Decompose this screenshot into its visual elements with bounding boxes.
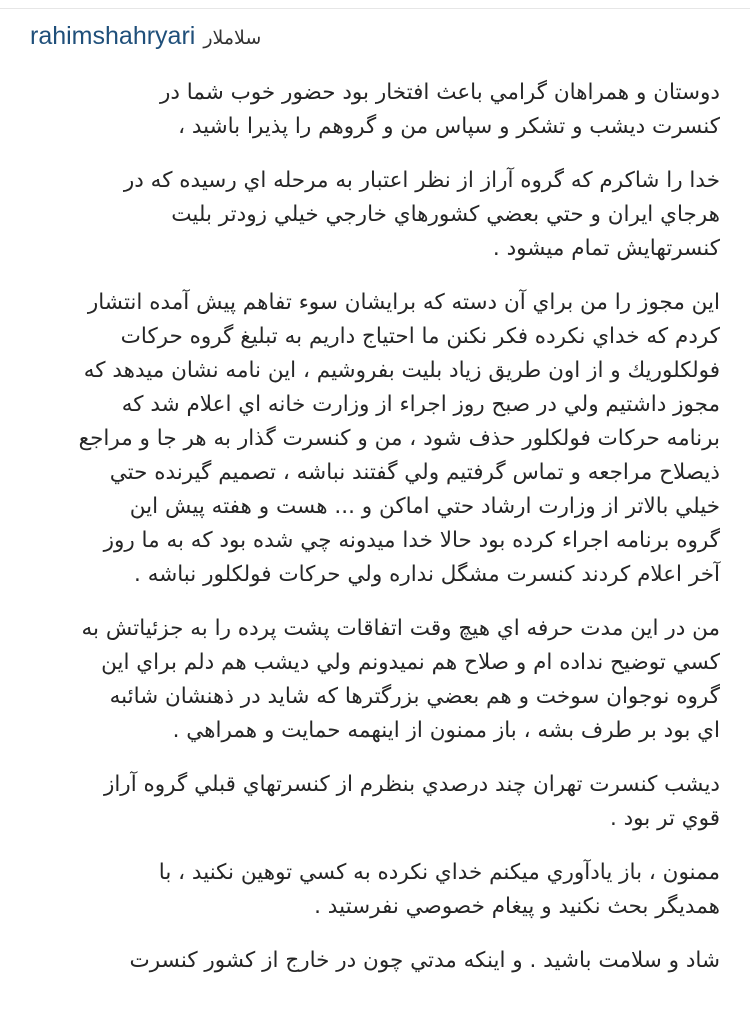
- caption-line: ذيصلاح مراجعه و تماس گرفتيم ولي گفتند نباشه ، تصميم گيرنده حتي: [109, 460, 720, 485]
- caption-line: شاد و سلامت باشيد . و اينکه مدتي چون در خارج از کشور کنسرت: [129, 948, 720, 973]
- caption-paragraph: [30, 856, 720, 924]
- caption-line: کنسرت ديشب و تشکر و سپاس من و گروهم را پذيرا باشيد ،: [178, 114, 720, 139]
- caption-paragraph: [30, 286, 720, 592]
- caption-paragraph: [30, 768, 720, 836]
- caption-line: همديگر بحث نکنيد و پيغام خصوصي نفرستيد .: [314, 894, 720, 919]
- caption-line: اين مجوز را من براي آن دسته که برايشان سوء تفاهم پيش آمده انتشار: [87, 290, 720, 315]
- top-divider: [0, 8, 750, 9]
- username-link[interactable]: rahimshahryari: [30, 22, 196, 50]
- caption-line: ديشب کنسرت تهران چند درصدي بنظرم از کنسرتهاي قبلي گروه آراز: [103, 772, 720, 797]
- caption-line: خدا را شاکرم که گروه آراز از نظر اعتبار به مرحله اي رسيده که در: [123, 168, 720, 193]
- caption-line: کنسرتهايش تمام ميشود .: [492, 236, 720, 261]
- caption-paragraph: [30, 944, 720, 978]
- caption-paragraph: [30, 76, 720, 144]
- caption-line: گروه نوجوان سوخت و هم بعضي بزرگترها که شايد در ذهنشان شائبه: [109, 684, 720, 709]
- caption-line: مجوز داشتيم ولي در صبح روز اجراء از وزارت خانه اي اعلام شد که: [121, 392, 720, 417]
- caption-header: [30, 22, 261, 51]
- caption-body: [30, 76, 720, 998]
- caption-line: قوي تر بود .: [609, 806, 720, 831]
- caption-line: خيلي بالاتر از وزارت ارشاد حتي اماکن و ... هست و هفته پيش اين: [129, 494, 720, 519]
- caption-line: دوستان و همراهان گرامي باعث افتخار بود حضور خوب شما در: [159, 80, 720, 105]
- caption-line: ممنون ، باز يادآوري ميکنم خداي نکرده به کسي توهين نکنيد ، با: [158, 860, 720, 885]
- caption-line: گروه برنامه اجراء کرده بود حالا خدا ميدونه چي شده بود که به ما روز: [103, 528, 720, 553]
- caption-line: هرجاي ايران و حتي بعضي کشورهاي خارجي خيلي زودتر بليت: [171, 202, 720, 227]
- caption-line: آخر اعلام کردند کنسرت مشگل نداره ولي حرکات فولکلور نباشه .: [134, 562, 720, 587]
- caption-line: اي بود بر طرف بشه ، باز ممنون از اينهمه حمايت و همراهي .: [172, 718, 720, 743]
- caption-line: من در اين مدت حرفه اي هيچ وقت اتفاقات پشت پرده را به جزئياتش به: [81, 616, 720, 641]
- caption-line: کسي توضيح نداده ام و صلاح هم نميدونم ولي ديشب هم دلم براي اين: [101, 650, 720, 675]
- caption-line: برنامه حرکات فولکلور حذف شود ، من و کنسرت گذار به هر جا و مراجع: [78, 426, 720, 451]
- caption-line: کردم که خداي نکرده فکر نکنن ما احتياج داريم به تبليغ گروه حرکات: [120, 324, 720, 349]
- caption-paragraph: [30, 164, 720, 266]
- caption-paragraph: [30, 612, 720, 748]
- caption-line: فولکلوريك و از اون طريق زياد بليت بفروشيم ، اين نامه نشان ميدهد که: [83, 358, 720, 383]
- caption-greeting: سلاملار: [203, 27, 262, 49]
